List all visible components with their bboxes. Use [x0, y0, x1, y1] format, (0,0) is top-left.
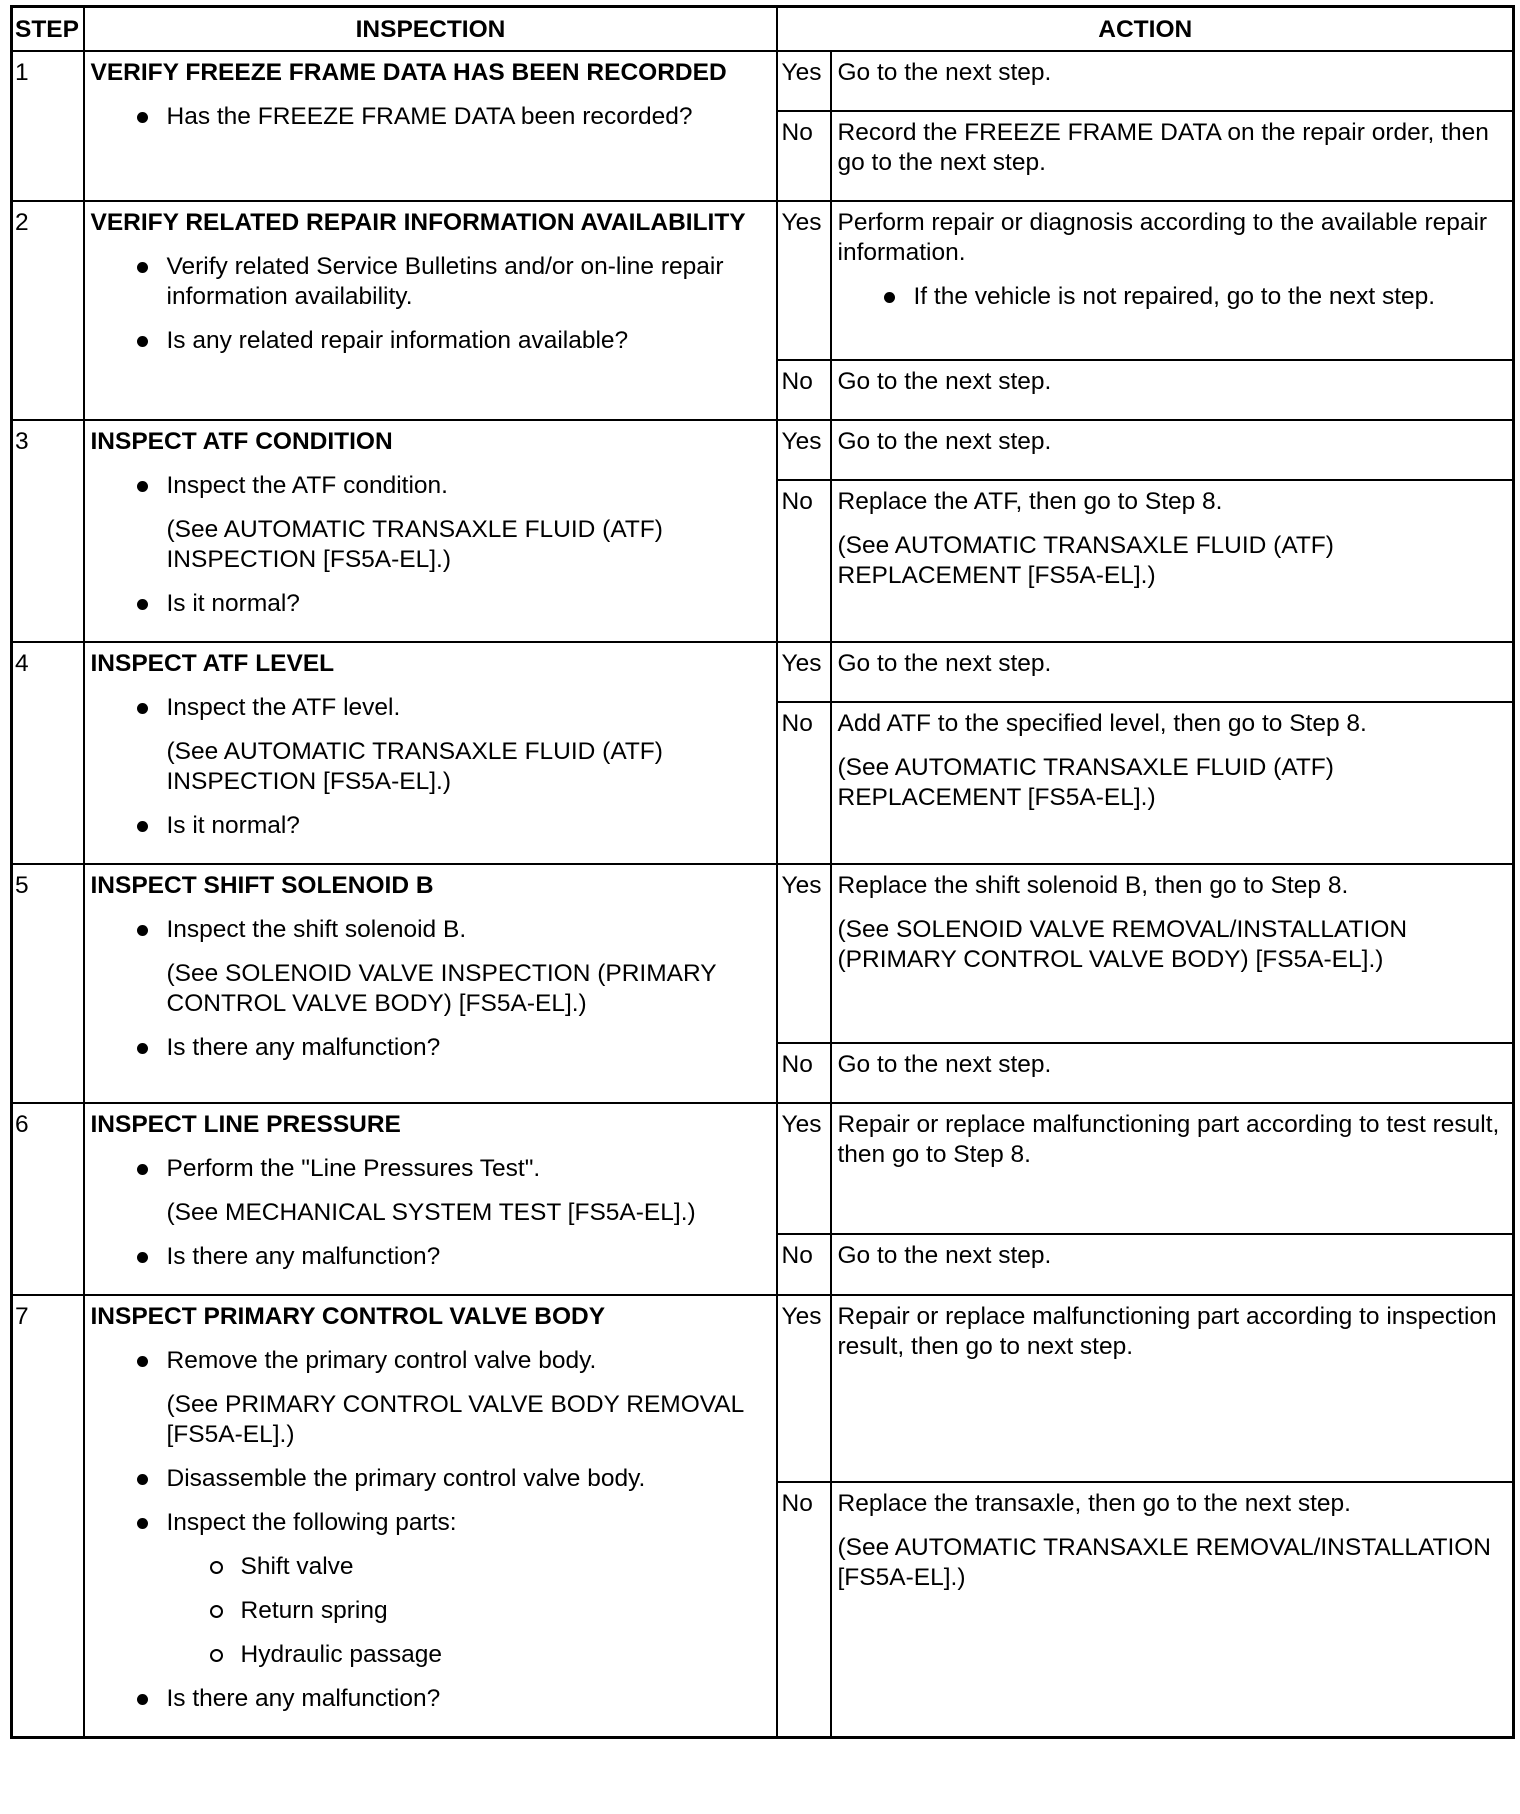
yes-label: Yes [777, 420, 831, 480]
action-text: Go to the next step. [837, 650, 1052, 677]
step-5-yes-row [12, 864, 1514, 1043]
troubleshooting-sheet [10, 5, 1512, 1739]
no-action [831, 1482, 1514, 1738]
action-text: Add ATF to the specified level, then go to Step 8. [837, 710, 1367, 737]
no-action [831, 360, 1514, 420]
action-text: Go to the next step. [837, 428, 1052, 455]
step-4-yes-row [12, 642, 1514, 702]
action-text: Go to the next step. [837, 1242, 1052, 1269]
header-action: ACTION [777, 7, 1514, 52]
step-number: 4 [12, 642, 84, 864]
action-text: Replace the transaxle, then go to the next step. [837, 1490, 1351, 1517]
yes-action [831, 420, 1514, 480]
no-label: No [777, 480, 831, 642]
reference-text: (See AUTOMATIC TRANSAXLE FLUID (ATF) INSPECTION [FS5A-EL].) [166, 738, 663, 795]
step-7-yes-row [12, 1295, 1514, 1482]
inspection-cell [84, 51, 777, 201]
header-inspection: INSPECTION [84, 7, 777, 52]
no-label: No [777, 1043, 831, 1103]
step-title: INSPECT PRIMARY CONTROL VALVE BODY [90, 1303, 606, 1330]
yes-action [831, 51, 1514, 111]
inspection-cell [84, 1103, 777, 1295]
no-label: No [777, 1482, 831, 1738]
step-3-yes-row [12, 420, 1514, 480]
no-action [831, 702, 1514, 864]
inspection-cell [84, 201, 777, 420]
reference-text: (See SOLENOID VALVE INSPECTION (PRIMARY CONTROL VALVE BODY) [FS5A-EL].) [166, 960, 717, 1017]
step-title: VERIFY RELATED REPAIR INFORMATION AVAILABILITY [90, 209, 746, 236]
no-action [831, 1043, 1514, 1103]
bullet-item: Is it normal? [91, 589, 771, 619]
bullet-item: Is there any malfunction? [91, 1242, 771, 1272]
action-text: Go to the next step. [837, 1051, 1052, 1078]
action-reference: (See AUTOMATIC TRANSAXLE FLUID (ATF) REPLACEMENT [FS5A-EL].) [837, 532, 1334, 589]
action-text: Go to the next step. [837, 59, 1052, 86]
step-title: INSPECT SHIFT SOLENOID B [90, 872, 434, 899]
step-number: 2 [12, 201, 84, 420]
action-text: Perform repair or diagnosis according to the available repair information. [837, 209, 1488, 266]
bullet-item: Is it normal? [91, 811, 771, 841]
action-text: Repair or replace malfunctioning part according to test result, then go to Step 8. [837, 1111, 1500, 1168]
bullet-item: Is any related repair information available? [91, 326, 771, 356]
inspection-cell [84, 420, 777, 642]
inspection-cell [84, 642, 777, 864]
bullet-item: Has the FREEZE FRAME DATA been recorded? [91, 102, 771, 132]
bullet-item: Inspect the ATF condition. [91, 471, 771, 501]
step-1-yes-row [12, 51, 1514, 111]
action-text: Replace the shift solenoid B, then go to Step 8. [837, 872, 1349, 899]
action-reference: (See SOLENOID VALVE REMOVAL/INSTALLATION (PRIMARY CONTROL VALVE BODY) [FS5A-EL].) [837, 916, 1408, 973]
yes-label: Yes [777, 642, 831, 702]
diagnostic-table [10, 5, 1515, 1739]
step-number: 5 [12, 864, 84, 1103]
step-number: 1 [12, 51, 84, 201]
reference-text: (See MECHANICAL SYSTEM TEST [FS5A-EL].) [166, 1199, 696, 1226]
bullet-item: Inspect the following parts: [91, 1508, 771, 1538]
no-label: No [777, 111, 831, 201]
yes-action [831, 1103, 1514, 1234]
yes-action [831, 642, 1514, 702]
bullet-item: Perform the "Line Pressures Test". [91, 1154, 771, 1184]
yes-label: Yes [777, 864, 831, 1043]
no-action [831, 1234, 1514, 1295]
yes-label: Yes [777, 1103, 831, 1234]
reference-text: (See PRIMARY CONTROL VALVE BODY REMOVAL [FS5A-EL].) [166, 1391, 744, 1448]
step-title: INSPECT ATF CONDITION [90, 428, 393, 455]
no-label: No [777, 1234, 831, 1295]
action-reference: (See AUTOMATIC TRANSAXLE REMOVAL/INSTALLATION [FS5A-EL].) [837, 1534, 1491, 1591]
bullet-item: Inspect the shift solenoid B. [91, 915, 771, 945]
step-6-yes-row [12, 1103, 1514, 1234]
sub-bullet-item: Shift valve [91, 1552, 771, 1582]
action-reference: (See AUTOMATIC TRANSAXLE FLUID (ATF) REPLACEMENT [FS5A-EL].) [837, 754, 1334, 811]
inspection-cell [84, 864, 777, 1103]
step-number: 6 [12, 1103, 84, 1295]
no-action [831, 111, 1514, 201]
step-title: INSPECT ATF LEVEL [90, 650, 335, 677]
bullet-item: Disassemble the primary control valve body. [91, 1464, 771, 1494]
header-step: STEP [12, 7, 84, 52]
action-text: Go to the next step. [837, 368, 1052, 395]
action-text: Repair or replace malfunctioning part according to inspection result, then go to next step. [837, 1303, 1497, 1360]
yes-action [831, 201, 1514, 360]
header-row [12, 7, 1514, 52]
sub-bullet-item: Hydraulic passage [91, 1640, 771, 1670]
step-number: 7 [12, 1295, 84, 1738]
bullet-item: Inspect the ATF level. [91, 693, 771, 723]
step-title: INSPECT LINE PRESSURE [90, 1111, 401, 1138]
action-text: Record the FREEZE FRAME DATA on the repair order, then go to the next step. [837, 119, 1489, 176]
action-bullet: If the vehicle is not repaired, go to the next step. [838, 282, 1508, 312]
yes-action [831, 1295, 1514, 1482]
inspection-cell [84, 1295, 777, 1738]
yes-label: Yes [777, 1295, 831, 1482]
bullet-item: Is there any malfunction? [91, 1033, 771, 1063]
no-label: No [777, 702, 831, 864]
step-2-yes-row [12, 201, 1514, 360]
bullet-item: Is there any malfunction? [91, 1684, 771, 1714]
no-label: No [777, 360, 831, 420]
step-number: 3 [12, 420, 84, 642]
reference-text: (See AUTOMATIC TRANSAXLE FLUID (ATF) INSPECTION [FS5A-EL].) [166, 516, 663, 573]
action-text: Replace the ATF, then go to Step 8. [837, 488, 1223, 515]
yes-label: Yes [777, 51, 831, 111]
bullet-item: Verify related Service Bulletins and/or on-line repair information availability. [91, 252, 771, 312]
step-title: VERIFY FREEZE FRAME DATA HAS BEEN RECORDED [90, 59, 727, 86]
no-action [831, 480, 1514, 642]
yes-label: Yes [777, 201, 831, 360]
sub-bullet-item: Return spring [91, 1596, 771, 1626]
bullet-item: Remove the primary control valve body. [91, 1346, 771, 1376]
yes-action [831, 864, 1514, 1043]
